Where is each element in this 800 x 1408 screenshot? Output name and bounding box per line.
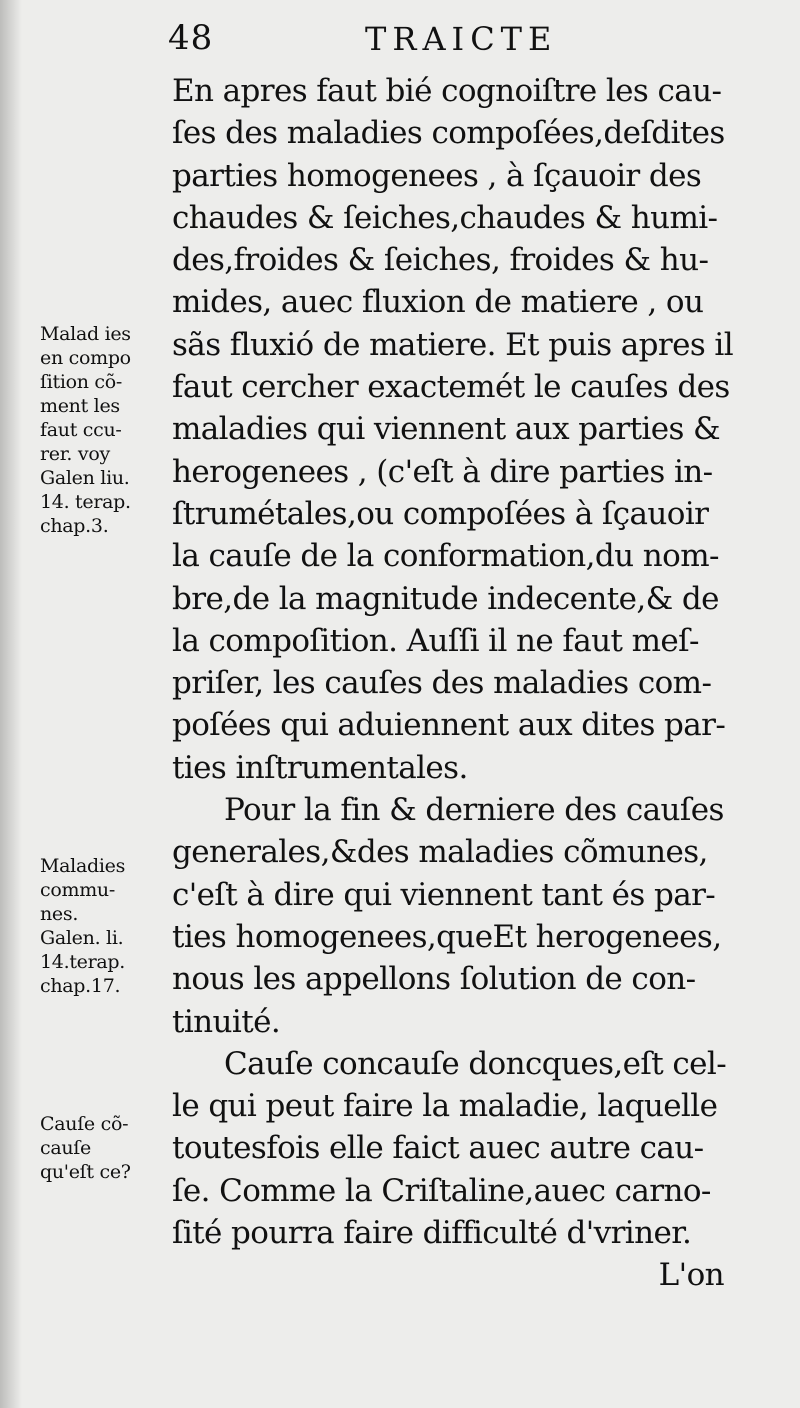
- text-line: la cauſe de la conformation,du nom-: [172, 538, 719, 575]
- running-head: TRAICTE: [365, 20, 558, 58]
- text-line: ſes des maladies compoſées,deſdites: [172, 115, 725, 152]
- text-line: tinuité.: [172, 1003, 281, 1040]
- margin-note-line: chap.3.: [40, 515, 109, 537]
- text-line: ties inſtrumentales.: [172, 749, 468, 786]
- page-number: 48: [168, 18, 214, 58]
- margin-note-line: Galen. li.: [40, 927, 124, 949]
- text-line: parties homogenees , à ſçauoir des: [172, 157, 702, 194]
- text-line: faut cercher exactemét le cauſes des: [172, 369, 730, 406]
- margin-note-line: Galen liu.: [40, 467, 130, 489]
- text-line: mides, auec fluxion de matiere , ou: [172, 284, 704, 321]
- text-line: ſtrumétales,ou compoſées à ſçauoir: [172, 495, 709, 532]
- main-text: [172, 70, 772, 1297]
- margin-note-line: ſition cõ-: [40, 371, 123, 393]
- margin-note-line: nes.: [40, 903, 79, 925]
- text-line: poſées qui aduiennent aux dites par-: [172, 707, 726, 744]
- margin-note-line: rer. voy: [40, 443, 110, 465]
- text-line: le qui peut faire la maladie, laquelle: [172, 1088, 718, 1125]
- margin-note-line: commu-: [40, 879, 115, 901]
- margin-note-line: qu'eſt ce?: [40, 1161, 131, 1183]
- margin-note-line: 14.terap.: [40, 951, 126, 973]
- text-line: generales,&des maladies cõmunes,: [172, 834, 708, 871]
- gutter-shadow: [0, 0, 22, 1408]
- text-line: maladies qui viennent aux parties &: [172, 411, 721, 448]
- text-line: la compoſition. Auſſi il ne faut meſ-: [172, 622, 699, 659]
- text-line: ſité pourra faire difficulté d'vriner.: [172, 1215, 692, 1252]
- margin-note: [40, 1112, 180, 1184]
- margin-note-line: chap.17.: [40, 975, 121, 997]
- margin-note-line: ment les: [40, 395, 120, 417]
- margin-note-line: 14. terap.: [40, 491, 131, 513]
- margin-note-line: Cauſe cõ-: [40, 1113, 129, 1135]
- margin-note-line: faut ccu-: [40, 419, 122, 441]
- text-line: bre,de la magnitude indecente,& de: [172, 580, 719, 617]
- paragraph-start-line: Cauſe concauſe doncques,eſt cel-: [224, 1045, 727, 1082]
- text-line: ſe. Comme la Criſtaline,auec carno-: [172, 1172, 711, 1209]
- text-line: herogenees , (c'eſt à dire parties in-: [172, 453, 713, 490]
- margin-note-line: Malad ies: [40, 323, 131, 345]
- text-line: sãs fluxió de matiere. Et puis apres il: [172, 326, 734, 363]
- text-line: des,froides & ſeiches, froides & hu-: [172, 242, 709, 279]
- margin-note-line: en compo: [40, 347, 131, 369]
- catchword: L'on: [658, 1257, 724, 1294]
- page-header: [160, 18, 600, 70]
- margin-note: [40, 322, 180, 538]
- text-line: ties homogenees,queEt herogenees,: [172, 918, 722, 955]
- text-line: chaudes & ſeiches,chaudes & humi-: [172, 199, 718, 236]
- text-line: nous les appellons ſolution de con-: [172, 961, 696, 998]
- text-line: En apres faut bié cognoiſtre les cau-: [172, 73, 722, 109]
- paragraph-start-line: Pour la fin & derniere des cauſes: [224, 792, 724, 829]
- text-line: toutesfois elle faict auec autre cau-: [172, 1130, 704, 1167]
- margin-note-line: Maladies: [40, 855, 126, 877]
- text-line: c'eſt à dire qui viennent tant és par-: [172, 876, 716, 913]
- margin-note-line: cauſe: [40, 1137, 91, 1159]
- margin-note: [40, 854, 180, 998]
- text-line: priſer, les cauſes des maladies com-: [172, 665, 712, 702]
